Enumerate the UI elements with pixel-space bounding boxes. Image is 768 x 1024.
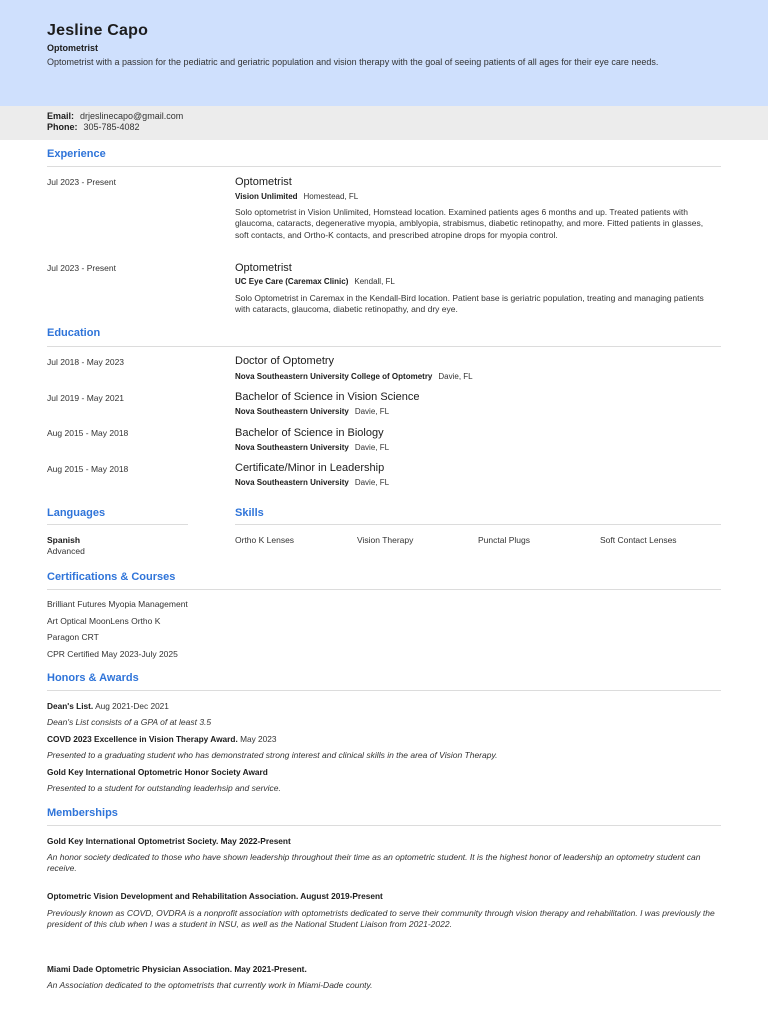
experience-org: [235, 277, 395, 286]
section-heading-honors: Honors & Awards: [47, 672, 139, 684]
honor-date: May 2023: [240, 734, 277, 744]
email-value[interactable]: drjeslinecapo@gmail.com: [80, 111, 184, 121]
membership-description: An Association dedicated to the optometrists that currently work in Miami-Dade county.: [47, 980, 373, 990]
education-school-row: [235, 407, 389, 416]
honor-title: Gold Key International Optometric Honor Society Award: [47, 767, 268, 777]
email-label: Email:: [47, 111, 75, 121]
honor-date: Aug 2021-Dec 2021: [95, 701, 169, 711]
education-date: Aug 2015 - May 2018: [47, 464, 129, 474]
language-name: Spanish: [47, 535, 81, 545]
experience-location: Kendall, FL: [354, 277, 395, 286]
section-heading-certifications: Certifications & Courses: [47, 571, 176, 583]
honor-description: Dean's List consists of a GPA of at least 3.5: [47, 717, 212, 727]
education-school: Nova Southeastern University College of Optometry: [235, 372, 433, 381]
honor-title-row: [47, 767, 268, 777]
section-divider: [47, 690, 721, 691]
experience-date: Jul 2023 - Present: [47, 177, 116, 187]
experience-description: Solo optometrist in Vision Unlimited, Homstead location. Examined patients ages 6 months and up. Treated patients with glaucoma, cataracts, degenerative myopia, amblyopia, strabismus, diabetic retinopathy, and more. Fitted patients in glasses, soft contacts, and Ortho-K contacts, and prescribed atropine drops for myopia control.: [235, 207, 704, 240]
candidate-name: Jesline Capo: [47, 22, 149, 39]
certification-item: Art Optical MoonLens Ortho K: [47, 616, 161, 626]
education-location: Davie, FL: [354, 443, 390, 452]
education-date: Jul 2018 - May 2023: [47, 357, 125, 367]
education-school-row: [235, 443, 389, 452]
section-divider: [47, 524, 188, 525]
honor-title: COVD 2023 Excellence in Vision Therapy Award.: [47, 734, 238, 744]
candidate-title: Optometrist: [47, 43, 99, 53]
education-school: Nova Southeastern University: [235, 443, 349, 452]
email-row: [47, 111, 183, 121]
section-divider: [47, 346, 721, 347]
honor-description: Presented to a student for outstanding leaderhsip and service.: [47, 783, 281, 793]
membership-title-text: Miami Dade Optometric Physician Association. May 2021-Present.: [47, 964, 307, 974]
skill-item: Punctal Plugs: [478, 535, 530, 545]
phone-value[interactable]: 305-785-4082: [83, 122, 140, 132]
language-level: Advanced: [47, 546, 85, 556]
honor-title: Dean's List.: [47, 701, 94, 711]
skill-item: Ortho K Lenses: [235, 535, 295, 545]
education-location: Davie, FL: [354, 478, 390, 487]
section-heading-skills: Skills: [235, 507, 264, 519]
header-banner: [0, 0, 768, 106]
section-heading-languages: Languages: [47, 507, 106, 519]
membership-description: Previously known as COVD, OVDRA is a nonprofit association with optometrists dedicated to serve their community through vision therapy and rehabilitation. I was previously the president of this club when I was a student in NSU, as well as the National Student Liaison from 2021-2022.: [47, 908, 715, 930]
experience-location: Homestead, FL: [303, 192, 359, 201]
experience-role: Optometrist: [235, 176, 292, 188]
membership-title: [47, 836, 291, 846]
education-school-row: [235, 478, 389, 487]
phone-row: [47, 122, 140, 132]
education-degree: Certificate/Minor in Leadership: [235, 462, 385, 474]
education-date: Aug 2015 - May 2018: [47, 428, 129, 438]
phone-label: Phone:: [47, 122, 78, 132]
certification-item: Paragon CRT: [47, 632, 99, 642]
education-date: Jul 2019 - May 2021: [47, 393, 125, 403]
honor-title-row: [47, 701, 169, 711]
education-location: Davie, FL: [354, 407, 390, 416]
experience-employer: UC Eye Care (Caremax Clinic): [235, 277, 349, 286]
skill-item: Soft Contact Lenses: [600, 535, 677, 545]
education-school: Nova Southeastern University: [235, 407, 349, 416]
section-divider: [47, 589, 721, 590]
education-location: Davie, FL: [438, 372, 473, 381]
candidate-summary: Optometrist with a passion for the pediatric and geriatric population and vision therapy with the goal of seeing patients of all ages for their eye care needs.: [47, 57, 659, 67]
section-heading-experience: Experience: [47, 148, 106, 160]
certification-item: Brilliant Futures Myopia Management: [47, 599, 188, 609]
experience-description: Solo Optometrist in Caremax in the Kendall-Bird location. Patient base is geriatric population, treating and managing patients with cataracts, glaucoma, diabetic retinopathy, and dry eye.: [235, 293, 704, 315]
education-degree: Doctor of Optometry: [235, 355, 335, 367]
section-heading-education: Education: [47, 327, 101, 339]
experience-employer: Vision Unlimited: [235, 192, 298, 201]
membership-title-text: Optometric Vision Development and Rehabilitation Association. August 2019-Present: [47, 891, 383, 901]
education-degree: Bachelor of Science in Vision Science: [235, 391, 420, 403]
section-divider: [47, 166, 721, 167]
membership-description: An honor society dedicated to those who have shown leadership throughout their time as an optometric student. It is the highest honor of leadership an optometry student can receive.: [47, 852, 701, 874]
certification-item: CPR Certified May 2023-July 2025: [47, 649, 178, 659]
experience-date: Jul 2023 - Present: [47, 263, 116, 273]
membership-title: [47, 964, 307, 974]
skill-item: Vision Therapy: [357, 535, 414, 545]
section-heading-memberships: Memberships: [47, 807, 118, 819]
contact-bar: [0, 106, 768, 140]
membership-title-text: Gold Key International Optometrist Society. May 2022-Present: [47, 836, 291, 846]
section-divider: [47, 825, 721, 826]
experience-org: [235, 192, 358, 201]
honor-description: Presented to a graduating student who has demonstrated strong interest and clinical skills in the area of Vision Therapy.: [47, 750, 498, 760]
section-divider: [235, 524, 721, 525]
education-school-row: [235, 372, 473, 381]
education-degree: Bachelor of Science in Biology: [235, 427, 384, 439]
experience-role: Optometrist: [235, 262, 292, 274]
honor-title-row: [47, 734, 277, 744]
membership-title: [47, 891, 383, 901]
education-school: Nova Southeastern University: [235, 478, 349, 487]
